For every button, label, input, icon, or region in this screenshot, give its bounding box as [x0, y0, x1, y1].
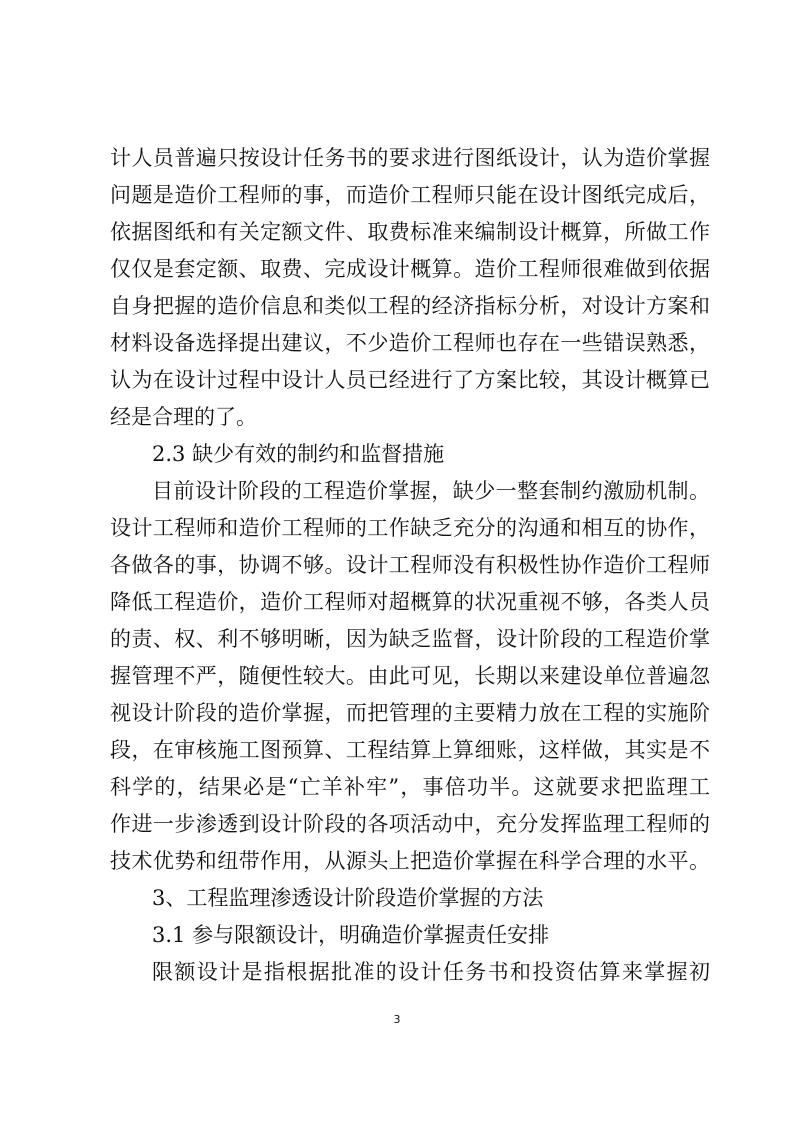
- text-line: 的责、权、利不够明晰，因为缺乏监督，设计阶段的工程造价掌: [110, 627, 710, 651]
- text-line: 经是合理的了。: [110, 405, 257, 429]
- text-line: 计人员普遍只按设计任务书的要求进行图纸设计，认为造价掌握: [110, 146, 710, 170]
- section-heading: 2.3 缺少有效的制约和监督措施: [152, 442, 445, 466]
- text-line: 目前设计阶段的工程造价掌握，缺少一整套制约激励机制。: [152, 479, 710, 503]
- text-line: 握管理不严，随便性较大。由此可见，长期以来建设单位普遍忽: [110, 664, 710, 688]
- text-line: 降低工程造价，造价工程师对超概算的状况重视不够，各类人员: [110, 590, 710, 614]
- text-line: 依据图纸和有关定额文件、取费标准来编制设计概算，所做工作: [110, 220, 710, 244]
- text-line: 问题是造价工程师的事，而造价工程师只能在设计图纸完成后，: [110, 183, 710, 207]
- text-line: 作进一步渗透到设计阶段的各项活动中，充分发挥监理工程师的: [110, 812, 710, 836]
- text-line: 技术优势和纽带作用，从源头上把造价掌握在科学合理的水平。: [110, 849, 710, 873]
- text-line: 视设计阶段的造价掌握，而把管理的主要精力放在工程的实施阶: [110, 701, 710, 725]
- text-line: 自身把握的造价信息和类似工程的经济指标分析，对设计方案和: [110, 294, 710, 318]
- subsection-heading: 3.1 参与限额设计，明确造价掌握责任安排: [152, 923, 550, 947]
- section-heading: 3、工程监理渗透设计阶段造价掌握的方法: [152, 886, 544, 910]
- text-line: 科学的，结果必是“亡羊补牢”，事倍功半。这就要求把监理工: [110, 775, 710, 799]
- text-line: 限额设计是指根据批准的设计任务书和投资估算来掌握初: [152, 960, 710, 984]
- text-line: 设计工程师和造价工程师的工作缺乏充分的沟通和相互的协作，: [110, 516, 710, 540]
- text-line: 仅仅是套定额、取费、完成设计概算。造价工程师很难做到依据: [110, 257, 710, 281]
- page-number: 3: [393, 1013, 401, 1026]
- text-line: 各做各的事，协调不够。设计工程师没有积极性协作造价工程师: [110, 553, 710, 577]
- text-line: 认为在设计过程中设计人员已经进行了方案比较，其设计概算已: [110, 368, 710, 392]
- text-line: 材料设备选择提出建议，不少造价工程师也存在一些错误熟悉，: [110, 331, 710, 355]
- text-line: 段，在审核施工图预算、工程结算上算细账，这样做，其实是不: [110, 738, 710, 762]
